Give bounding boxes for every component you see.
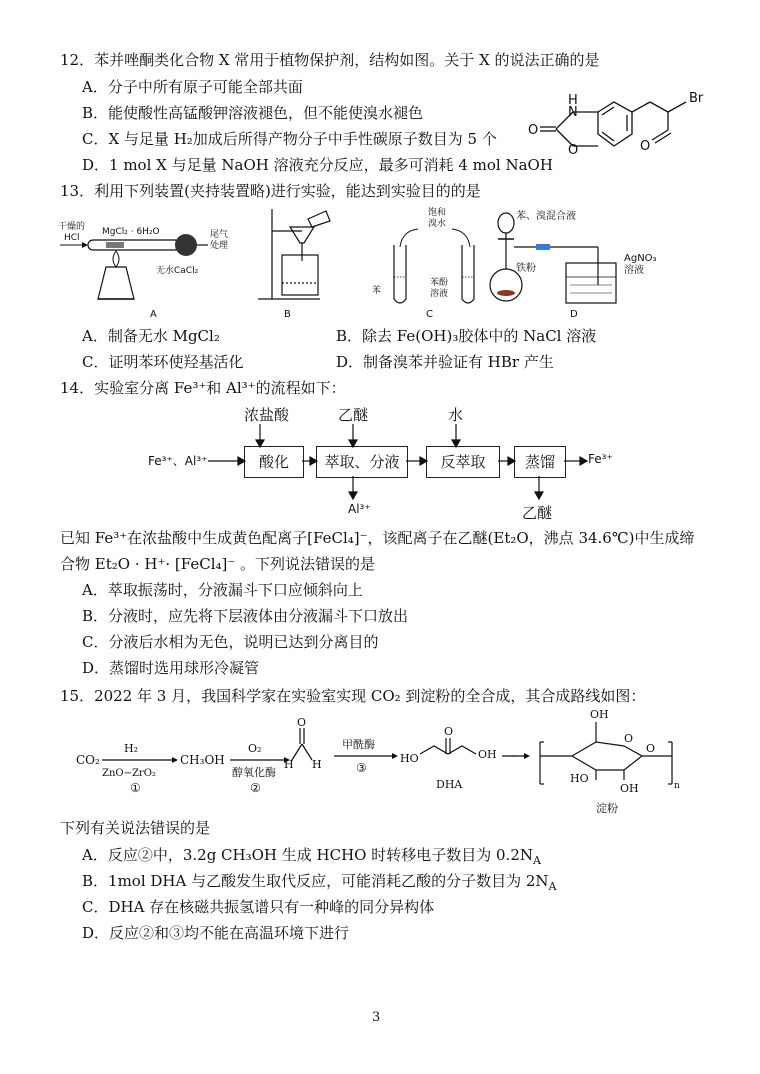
q14-output-al: Al³⁺ [348,502,371,516]
q12-option-d: D．1 mol X 与足量 NaOH 溶液充分反应，最多可消耗 4 mol NaOH [82,156,553,174]
q15-ask: 下列有关说法错误的是 [60,819,211,837]
q13-a-salt-label: MgCl₂ · 6H₂O [102,227,160,237]
q15-starch: 淀粉 [596,802,618,815]
q15-ch3oh: CH₃OH [180,753,225,767]
q13-d-agno3-l2: 溶液 [624,265,644,276]
q13-a-tail-l1: 尾气 [210,230,229,240]
svg-text:H: H [312,758,322,771]
q14-step-extract: 萃取、分液 [316,446,408,478]
q13-d-iron-label: 铁粉 [516,263,536,274]
svg-text:H: H [284,758,294,771]
q15-route-figure [72,708,692,818]
q12-h-label: H [568,93,578,108]
q14-output-ether: 乙醚 [522,504,553,522]
svg-text:O: O [646,742,656,755]
q13-option-c: C．证明苯环使羟基活化 [82,353,244,371]
q13-a-cacl2-label: 无水CaCl₂ [156,266,199,276]
svg-text:HO: HO [570,772,589,785]
q15-h2: H₂ [124,742,139,755]
q15-step1: ① [130,781,141,795]
q13-option-d: D．制备溴苯并验证有 HBr 产生 [336,353,554,371]
q12-br-label: Br [689,91,704,106]
q13-a-hcl-l2: HCl [64,233,80,243]
q12-n-label: N [568,105,578,120]
q14-option-d: D．蒸馏时选用球形冷凝管 [82,659,260,677]
q15-step2: ② [250,781,261,795]
page-number: 3 [372,1010,381,1025]
q13-c-letter: C [426,309,433,320]
q14-option-b: B．分液时，应先将下层液体由分液漏斗下口放出 [82,607,409,625]
q13-b-letter: B [284,309,291,320]
q13-option-b: B．除去 Fe(OH)₃胶体中的 NaCl 溶液 [336,327,597,345]
q15-option-a-sub: A [533,854,541,867]
q13-d-mix-label: 苯、溴混合液 [516,211,576,222]
svg-text:HO: HO [400,752,419,765]
svg-text:n: n [674,781,680,791]
q12-option-b: B．能使酸性高锰酸钾溶液褪色，但不能使溴水褪色 [82,104,424,122]
q14-note-line1: 已知 Fe³⁺在浓盐酸中生成黄色配离子[FeCl₄]⁻，该配离子在乙醚(Et₂O，沸点 34.6℃)中生成缔 [60,529,695,547]
q15-option-d: D．反应②和③均不能在高温环境下进行 [82,924,350,942]
svg-text:OH: OH [620,782,639,795]
q13-c-benzene-label: 苯 [372,286,382,296]
q15-o2: O₂ [248,742,262,755]
q13-d-letter: D [570,309,578,320]
q14-option-a: A．萃取振荡时，分液漏斗下口应倾斜向上 [82,581,363,599]
q15-option-b: B．1mol DHA 与乙酸发生取代反应，可能消耗乙酸的分子数目为 2N [82,872,549,890]
svg-text:OH: OH [590,708,609,721]
q13-a-letter: A [150,309,157,320]
q13-c-bromine-l2: 溴水 [428,219,447,229]
q12-o-carbonyl-label: O [528,123,539,138]
svg-text:OH: OH [478,748,497,761]
q13-c-bromine-l1: 饱和 [428,208,447,218]
svg-text:O: O [624,732,634,745]
q14-input-ions: Fe³⁺、Al³⁺ [148,454,208,468]
q15-option-c: C．DHA 存在核磁共振氢谱只有一种峰的同分异构体 [82,898,435,916]
q13-a-tail-l2: 处理 [210,241,229,251]
q14-reagent-water: 水 [448,406,464,424]
q13-d-agno3-l1: AgNO₃ [624,253,657,264]
q15-enzyme2: 醇氧化酶 [232,766,276,779]
q12-o-aldehyde-label: O [640,139,651,154]
q15-stem: 15．2022 年 3 月，我国科学家在实验室实现 CO₂ 到淀粉的全合成，其合成路线如图： [60,687,646,705]
q14-reagent-hcl: 浓盐酸 [244,406,290,424]
svg-text:O: O [297,716,307,729]
q14-step-distill: 蒸馏 [514,446,566,478]
q15-co2: CO₂ [76,753,100,767]
q14-option-c: C．分液后水相为无色，说明已达到分离目的 [82,633,379,651]
q14-reagent-ether: 乙醚 [338,406,369,424]
q12-option-c: C．X 与足量 H₂加成后所得产物分子中手性碳原子数目为 5 个 [82,130,497,148]
q14-note-line2: 合物 Et₂O · H⁺· [FeCl₄]⁻ 。下列说法错误的是 [60,555,376,573]
q14-output-fe: Fe³⁺ [588,452,613,466]
q14-stem: 14．实验室分离 Fe³⁺和 Al³⁺的流程如下： [60,379,346,397]
q15-option-b-sub: A [548,880,557,893]
q13-c-phenol-l1: 苯酚 [430,278,449,288]
q15-step3: ③ [356,761,367,775]
q14-step-back-extract: 反萃取 [426,446,500,478]
svg-text:O: O [444,725,454,738]
q13-option-a: A．制备无水 MgCl₂ [82,327,220,345]
q13-c-phenol-l2: 溶液 [430,289,449,299]
q13-stem: 13．利用下列装置(夹持装置略)进行实验，能达到实验目的的是 [60,182,481,200]
q12-option-a: A．分子中所有原子可能全部共面 [82,78,303,96]
q15-catalyst1: ZnO−ZrO₂ [102,768,156,779]
q12-o-ring-label: O [568,143,579,158]
q15-dha: DHA [436,778,463,791]
q13-a-hcl-l1: 干燥的 [58,222,86,232]
q15-enzyme3: 甲酰酶 [342,738,375,751]
q14-step-acidify: 酸化 [244,446,304,478]
q15-option-a: A．反应②中，3.2g CH₃OH 生成 HCHO 时转移电子数目为 0.2N [82,846,533,864]
q12-stem: 12．苯并唑酮类化合物 X 常用于植物保护剂，结构如图。关于 X 的说法正确的是 [60,51,600,69]
